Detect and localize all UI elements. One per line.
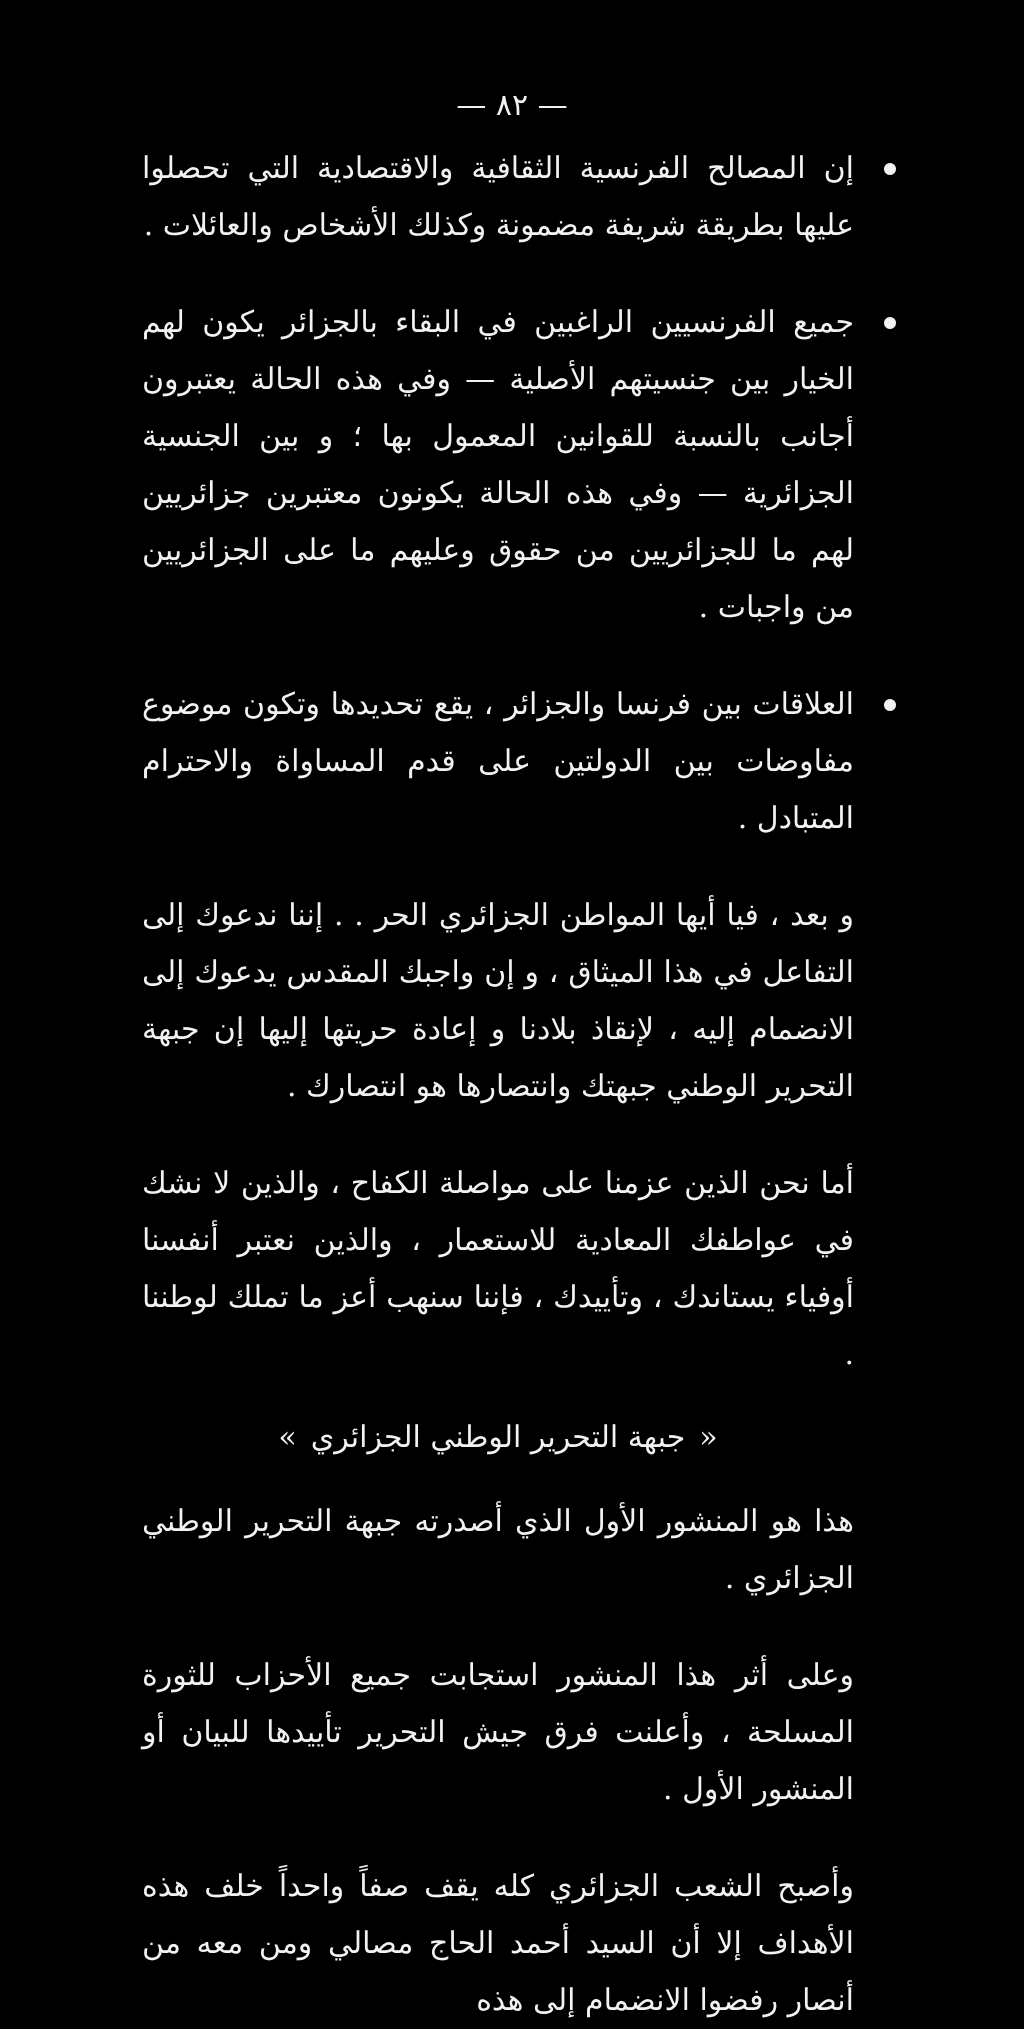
bullet-paragraph: إن المصالح الفرنسية الثقافية والاقتصادية التي تحصلوا عليها بطريقة شريفة مضمونة وكذلك الأشخاص والعائلات . <box>142 140 854 254</box>
closing-paragraph: وعلى أثر هذا المنشور استجابت جميع الأحزاب للثورة المسلحة ، وأعلنت فرق جيش التحرير تأييدها للبيان أو المنشور الأول . <box>142 1658 854 1807</box>
closing-paragraph: هذا هو المنشور الأول الذي أصدرته جبهة التحرير الوطني الجزائري . <box>142 1504 854 1596</box>
quote-close: » <box>278 1420 297 1455</box>
appeal-paragraph: و بعد ، فيا أيها المواطن الجزائري الحر . . إننا ندعوك إلى التفاعل في هذا الميثاق ، و إن واجبك المقدس يدعوك إلى الانضمام إليه ، لإنقاذ بلادنا و إعادة حريتها إليها إن جبهة التحرير الوطني جبهتك وانتصارها هو انتصارك . <box>142 898 854 1104</box>
page-number: — ٨٢ — <box>456 88 568 123</box>
commitment-paragraph: أما نحن الذين عزمنا على مواصلة الكفاح ، والذين لا نشك في عواطفك المعادية للاستعمار ، والذين نعتبر أنفسنا أوفياء يستاندك ، وتأييدك ، فإننا سنهب أعز ما تملك لوطننا . <box>142 1166 854 1372</box>
bullet-paragraph: جميع الفرنسيين الراغبين في البقاء بالجزائر يكون لهم الخيار بين جنسيتهم الأصلية — وفي هذه الحالة يعتبرون أجانب بالنسبة للقوانين المعمول بها ؛ و بين الجنسية الجزائرية — وفي هذه الحالة يكونون معتبرين جزائريين لهم ما للجزائريين من حقوق وعليهم ما على الجزائريين من واجبات . <box>142 294 854 636</box>
closing-paragraph: وأصبح الشعب الجزائري كله يقف صفاً واحداً خلف هذه الأهداف إلا أن السيد أحمد الحاج مصالي ومن معه من أنصار رفضوا الانضمام إلى هذه <box>142 1869 854 2018</box>
signature-text: جبهة التحرير الوطني الجزائري <box>310 1420 686 1455</box>
quote-open: « <box>699 1420 718 1455</box>
bullet-paragraph: العلاقات بين فرنسا والجزائر ، يقع تحديدها وتكون موضوع مفاوضات بين الدولتين على قدم المساواة والاحترام المتبادل . <box>142 676 854 847</box>
signature-title <box>142 1413 854 1463</box>
page-body <box>142 140 854 2029</box>
